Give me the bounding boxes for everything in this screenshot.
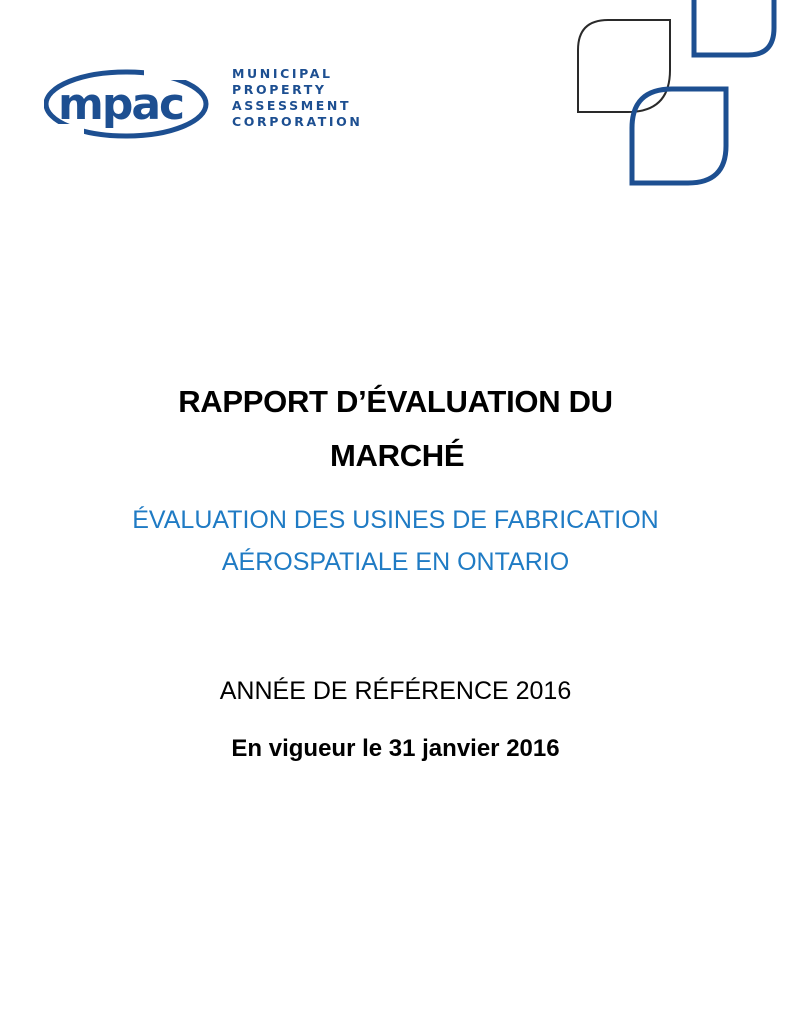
- logo-line: MUNICIPAL: [232, 66, 333, 81]
- report-subtitle-line-2: AÉROSPATIALE EN ONTARIO: [221, 548, 570, 576]
- mpac-logo-mark: [44, 66, 224, 146]
- logo-line: PROPERTY: [232, 82, 327, 97]
- logo-text: [232, 66, 362, 130]
- logo-line: ASSESSMENT: [232, 98, 352, 113]
- reference-year: ANNÉE DE RÉFÉRENCE 2016: [219, 677, 572, 705]
- logo-line: CORPORATION: [232, 114, 363, 129]
- svg-text:mpac: mpac: [58, 79, 184, 130]
- report-subtitle-line-1: ÉVALUATION DES USINES DE FABRICATION: [132, 506, 659, 534]
- report-title-line-2: MARCHÉ: [330, 438, 465, 473]
- report-title-line-1: RAPPORT D’ÉVALUATION DU: [178, 384, 613, 419]
- decorative-leaf-shapes: [568, 0, 791, 190]
- effective-date: En vigueur le 31 janvier 2016: [231, 735, 560, 762]
- mpac-logo: [44, 66, 404, 146]
